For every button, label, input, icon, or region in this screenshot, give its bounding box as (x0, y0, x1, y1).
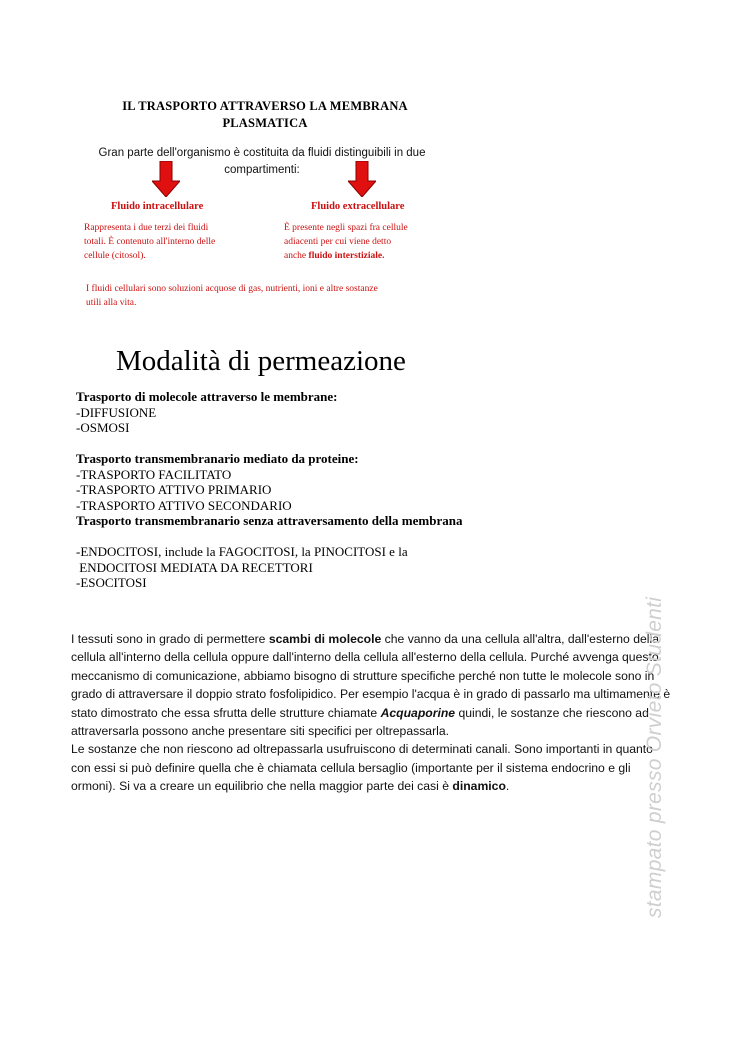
body-bold-term (381, 706, 456, 720)
figure-title-line-2: PLASMATICA (222, 116, 308, 130)
fluid-note (86, 282, 446, 310)
body-text-run: che vanno da una cellula all'altra, dall'esterno della cellula all'interno della cellula oppure dall'interno della cellula all'esterno della cellula. Purché avvenga questo meccanismo di comunicazione, abbiamo bisogno di strutture specifiche perché non tutte le molecole sono in grado di attraversare il doppio strato fosfolipidico. Per esempio l'acqua è in grado di passarlo ma ultimamente è stato dimostrato che essa sfrutta delle strutture chiamate (71, 632, 671, 720)
permeation-item: ENDOCITOSI MEDIATA DA RECETTORI (76, 559, 313, 575)
permeation-group-vesicular (76, 544, 516, 591)
down-arrow-icon-right (348, 161, 376, 197)
body-bold-term: scambi di molecole (268, 632, 382, 646)
fluid-extracellular-title: Fluido extracellulare (311, 201, 405, 212)
permeation-item: -ESOCITOSI (76, 575, 147, 590)
fluid-extracellular-description (284, 221, 444, 263)
fluid-interstitial-term: fluido interstiziale. (308, 251, 385, 261)
permeation-item: -OSMOSI (76, 420, 130, 435)
fluid-note-line-2: utili alla vita. (86, 298, 137, 308)
body-text-run: Le sostanze che non riescono ad oltrepassarla usufruiscono di determinati canali. Sono importanti in quanto con essi si può definire quella che è chiamata cellula bersaglio (importante per il sistema endocrino e gli ormoni). Si va a creare un equilibrio che nella maggior parte dei casi è (71, 742, 653, 794)
figure-title-line-1: IL TRASPORTO ATTRAVERSO LA MEMBRANA (122, 99, 408, 113)
body-text-run: quindi, le sostanze che riescono ad attraversarla possono anche presentare siti specifici per oltrepassarla. (71, 705, 649, 739)
permeation-group-heading: Trasporto transmembranario mediato da proteine: (76, 451, 359, 466)
body-paragraph (71, 630, 675, 796)
permeation-item: -ENDOCITOSI, include la FAGOCITOSI, la PINOCITOSI e la (76, 544, 408, 559)
body-bold-term: dinamico (452, 779, 506, 794)
fluid-intracellular-title: Fluido intracellulare (111, 201, 204, 212)
acquaporine-term: Acquaporine (380, 705, 456, 720)
permeation-heading: Modalità di permeazione (116, 345, 406, 377)
fluid-intra-desc-line: totali. È contenuto all'interno delle (84, 237, 216, 247)
permeation-item: -TRASPORTO FACILITATO (76, 466, 232, 482)
figure-intro-line-2: compartimenti: (224, 164, 300, 176)
permeation-item: -DIFFUSIONE (76, 404, 157, 420)
fluid-extra-desc-line: adiacenti per cui viene detto (284, 237, 392, 247)
permeation-group-heading: Trasporto di molecole attraverso le membrane: (76, 389, 338, 404)
figure-title (90, 98, 440, 132)
figure-intro-line-1: Gran parte dell'organismo è costituita da fluidi distinguibili in due (98, 147, 426, 159)
fluid-extra-desc-prefix: anche (284, 251, 309, 261)
permeation-group-subheading: Trasporto transmembranario senza attraversamento della membrana (76, 513, 463, 528)
fluid-intracellular-description (84, 221, 264, 263)
figure-intro (92, 145, 432, 179)
fluid-note-line-1: I fluidi cellulari sono soluzioni acquose di gas, nutrienti, ioni e altre sostanze (86, 284, 378, 294)
down-arrow-icon-left (152, 161, 180, 197)
permeation-group-membrane (76, 389, 516, 436)
permeation-group-proteins (76, 451, 516, 529)
fluid-extra-desc-line (284, 249, 444, 263)
body-text-run: I tessuti sono in grado di permettere (71, 632, 269, 646)
fluid-extra-desc-line: È presente negli spazi fra cellule (284, 223, 408, 233)
permeation-item: -TRASPORTO ATTIVO PRIMARIO (76, 482, 272, 497)
fluid-intra-desc-line: cellule (citosol). (84, 251, 146, 261)
fluid-intra-desc-line: Rappresenta i due terzi dei fluidi (84, 223, 209, 233)
permeation-item: -TRASPORTO ATTIVO SECONDARIO (76, 497, 292, 513)
watermark: stampato presso Orvieto Studenti (643, 596, 666, 918)
body-text-run: . (505, 779, 510, 794)
